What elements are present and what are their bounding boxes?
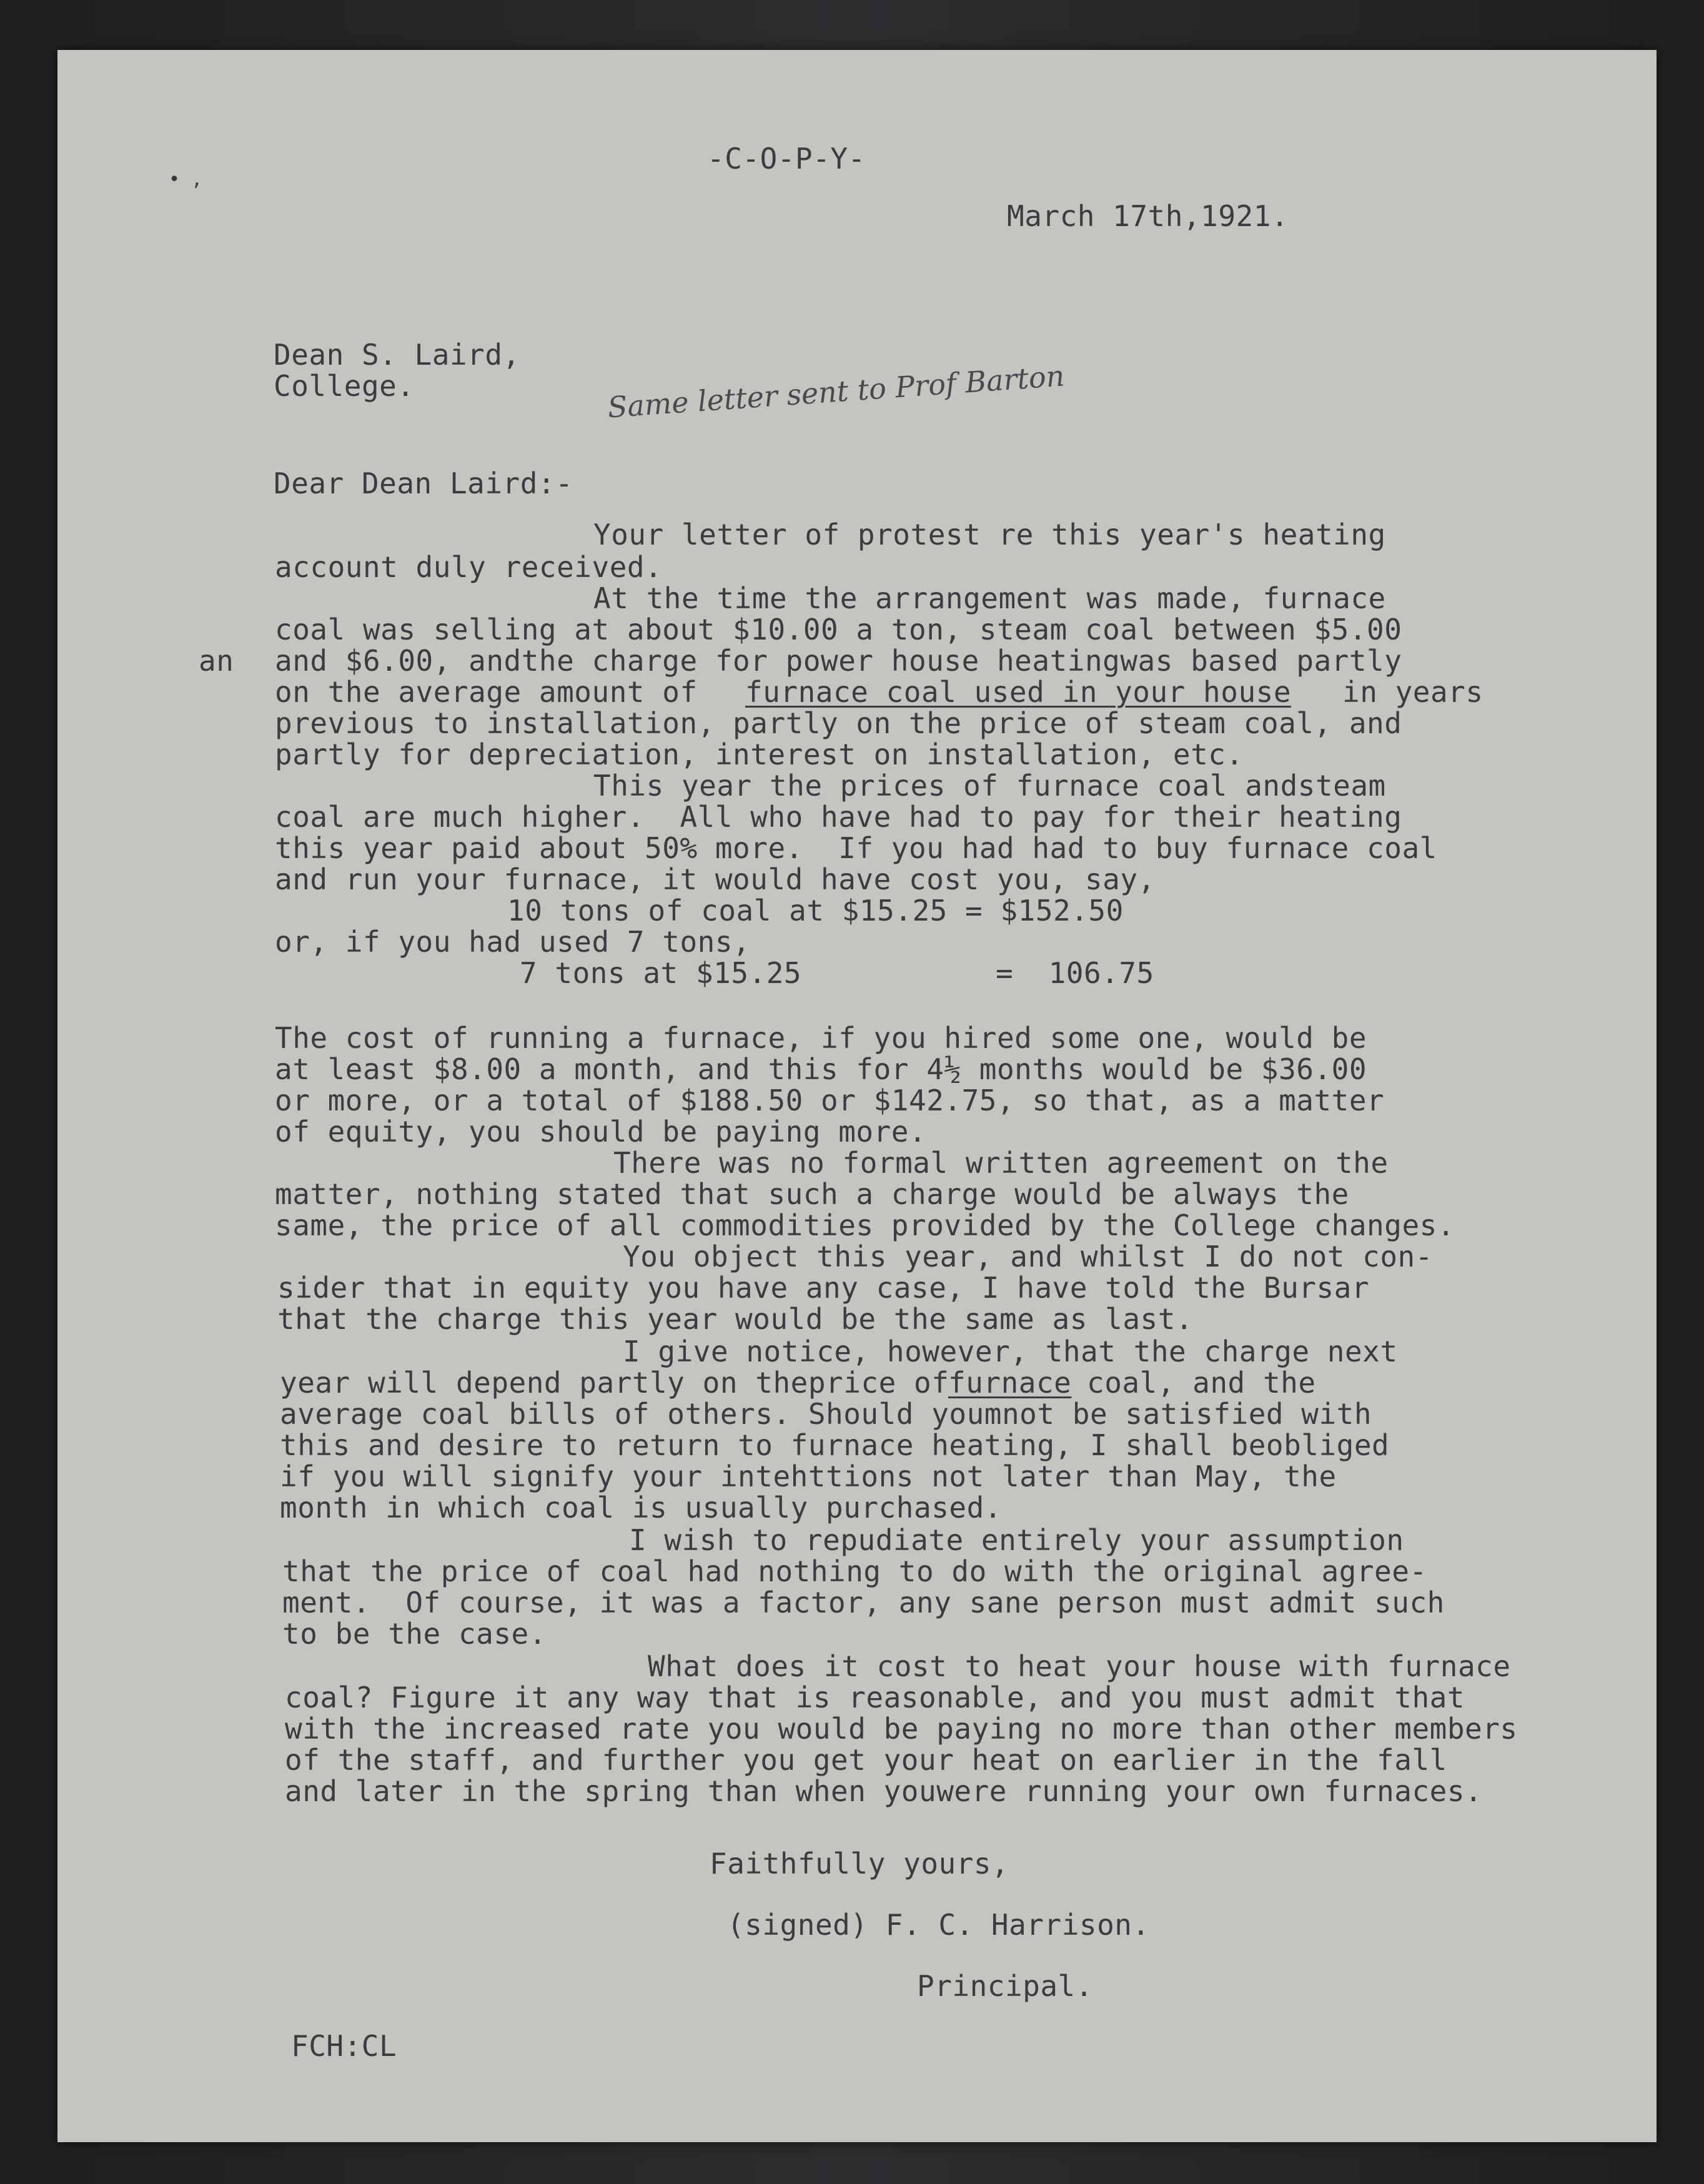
body-line: I give notice, however, that the charge next [623, 1335, 1398, 1368]
body-line: year will depend partly on theprice of [280, 1366, 949, 1400]
body-line: this year paid about 50% more. If you had had to buy furnace coal [275, 831, 1437, 865]
body-line: coal? Figure it any way that is reasonable, and you must admit that [285, 1681, 1465, 1714]
signature: (signed) F. C. Harrison. [727, 1908, 1150, 1942]
body-line: account duly received. [275, 550, 663, 584]
body-line: This year the prices of furnace coal andsteam [593, 769, 1386, 803]
body-line: sider that in equity you have any case, I have told the Bursar [277, 1271, 1370, 1305]
salutation: Dear Dean Laird:- [274, 467, 573, 500]
body-line: At the time the arrangement was made, furnace [593, 581, 1386, 615]
letter-date: March 17th,1921. [1007, 199, 1289, 233]
calculation-line: 10 tons of coal at $15.25 = $152.50 [507, 894, 1124, 927]
handwritten-note: Same letter sent to Prof Barton [607, 358, 1066, 425]
recipient-name: Dean S. Laird, [274, 338, 520, 372]
body-line: of the staff, and further you get your heat on earlier in the fall [285, 1743, 1447, 1777]
calculation-line: 7 tons at $15.25 [520, 956, 802, 990]
body-line: and later in the spring than when youwere running your own furnaces. [285, 1774, 1483, 1808]
body-line: You object this year, and whilst I do not con- [623, 1240, 1433, 1273]
body-line: average coal bills of others. Should youmnot be satisfied with [280, 1397, 1372, 1431]
recipient-place: College. [274, 369, 415, 403]
body-line: What does it cost to heat your house with furnace [648, 1649, 1511, 1683]
body-line: that the price of coal had nothing to do with the original agree- [282, 1554, 1427, 1588]
body-line: There was no formal written agreement on the [613, 1146, 1389, 1180]
signer-title: Principal. [917, 1969, 1093, 2003]
body-line: of equity, you should be paying more. [275, 1115, 927, 1149]
body-line: Your letter of protest re this year's heating [593, 518, 1386, 551]
body-line: ment. Of course, it was a factor, any sane person must admit such [282, 1586, 1445, 1619]
body-line: at least $8.00 a month, and this for 4½ months would be $36.00 [275, 1052, 1367, 1086]
body-line: if you will signify your intehttions not later than May, the [280, 1460, 1337, 1493]
ink-smudge: • , [169, 169, 203, 190]
letter-page [57, 50, 1657, 2142]
body-line: I wish to repudiate entirely your assumption [629, 1523, 1404, 1557]
body-line: to be the case. [282, 1617, 547, 1651]
body-line: or, if you had used 7 tons, [275, 925, 751, 959]
underlined-phrase: furnace coal used in your house [745, 675, 1292, 709]
body-line: or more, or a total of $188.50 or $142.75, so that, as a matter [275, 1084, 1385, 1117]
body-line: this and desire to return to furnace heating, I shall beobliged [280, 1428, 1390, 1462]
body-line: month in which coal is usually purchased. [280, 1491, 1002, 1524]
body-line: coal are much higher. All who have had to pay for their heating [275, 800, 1402, 834]
calculation-result: = 106.75 [996, 956, 1154, 990]
body-line: and $6.00, andthe charge for power house heatingwas based partly [275, 644, 1402, 678]
copy-heading: -C-O-P-Y- [707, 142, 866, 175]
body-line: coal, and the [1087, 1366, 1316, 1400]
body-line: with the increased rate you would be paying no more than other members [285, 1712, 1518, 1746]
body-line: previous to installation, partly on the price of steam coal, and [275, 706, 1402, 740]
body-line: coal was selling at about $10.00 a ton, steam coal between $5.00 [275, 613, 1402, 646]
body-line: on the average amount of [275, 675, 698, 709]
body-line: in years [1342, 675, 1484, 709]
underlined-word: furnace [948, 1366, 1072, 1400]
typist-initials: FCH:CL [291, 2029, 397, 2063]
body-line: and run your furnace, it would have cost you, say, [275, 862, 1156, 896]
margin-note: an [199, 644, 234, 678]
closing: Faithfully yours, [710, 1847, 1009, 1880]
body-line: that the charge this year would be the same as last. [277, 1302, 1194, 1336]
body-line: same, the price of all commodities provided by the College changes. [275, 1208, 1455, 1242]
body-line: matter, nothing stated that such a charge would be always the [275, 1177, 1349, 1211]
body-line: The cost of running a furnace, if you hired some one, would be [275, 1021, 1367, 1055]
body-line: partly for depreciation, interest on installation, etc. [275, 738, 1244, 771]
